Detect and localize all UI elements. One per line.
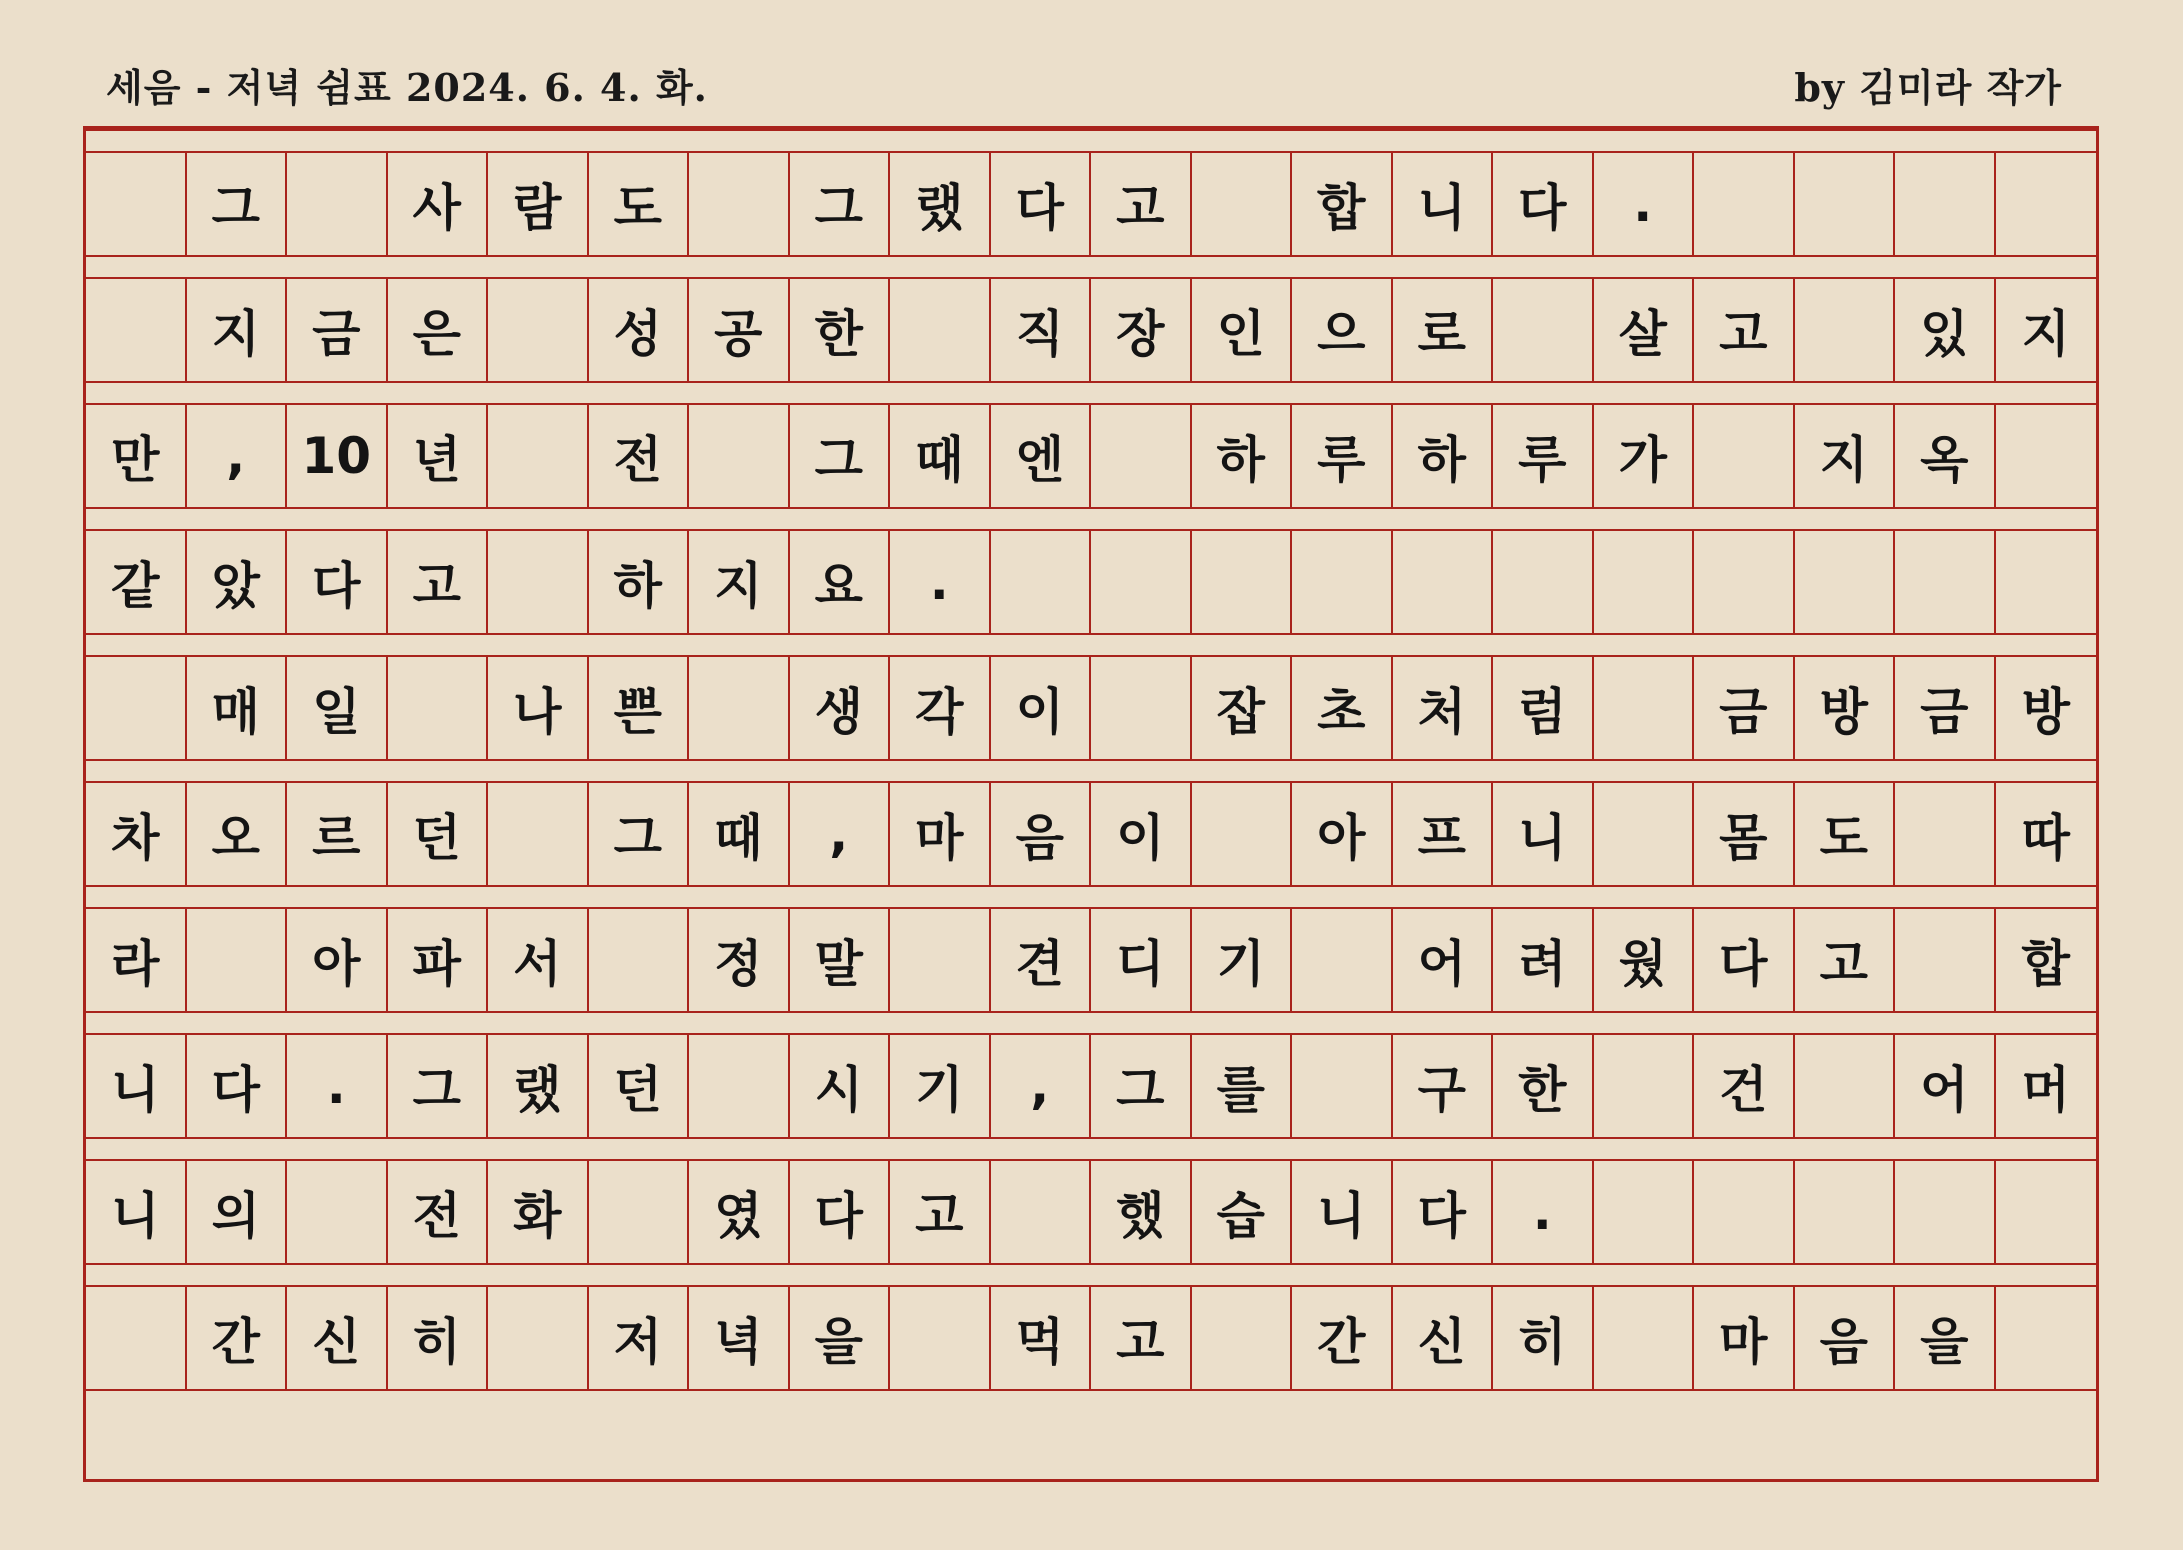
manuscript-cell — [86, 153, 187, 255]
manuscript-cell: 니 — [86, 1035, 187, 1137]
manuscript-cell: 구 — [1393, 1035, 1494, 1137]
manuscript-cell: 프 — [1393, 783, 1494, 885]
manuscript-cell: 인 — [1192, 279, 1293, 381]
manuscript-cell: 습 — [1192, 1161, 1293, 1263]
manuscript-cell: 히 — [388, 1287, 489, 1389]
manuscript-cell: 웠 — [1594, 909, 1695, 1011]
manuscript-cell — [991, 531, 1092, 633]
manuscript-cell — [1895, 909, 1996, 1011]
line-spacer — [86, 507, 2096, 531]
manuscript-cell — [1091, 405, 1192, 507]
manuscript-cell — [1694, 1161, 1795, 1263]
manuscript-row — [86, 279, 2096, 381]
manuscript-row — [86, 1161, 2096, 1263]
manuscript-cell: 니 — [1393, 153, 1494, 255]
manuscript-cell: 그 — [790, 405, 891, 507]
manuscript-cell — [1292, 909, 1393, 1011]
manuscript-cell: 생 — [790, 657, 891, 759]
manuscript-cell: 어 — [1895, 1035, 1996, 1137]
manuscript-cell: 방 — [1795, 657, 1896, 759]
manuscript-cell: 던 — [589, 1035, 690, 1137]
line-spacer — [86, 1263, 2096, 1287]
manuscript-cell: 옥 — [1895, 405, 1996, 507]
manuscript-cell — [1694, 531, 1795, 633]
manuscript-cell: 처 — [1393, 657, 1494, 759]
manuscript-cell: 전 — [589, 405, 690, 507]
manuscript-cell — [1996, 405, 2097, 507]
manuscript-cell — [1795, 279, 1896, 381]
manuscript-cell: 람 — [488, 153, 589, 255]
manuscript-cell: 때 — [689, 783, 790, 885]
manuscript-row — [86, 531, 2096, 633]
line-spacer — [86, 255, 2096, 279]
manuscript-cell: 한 — [790, 279, 891, 381]
manuscript-row — [86, 1287, 2096, 1389]
manuscript-cell — [1292, 1035, 1393, 1137]
manuscript-cell: 신 — [287, 1287, 388, 1389]
manuscript-cell: 그 — [1091, 1035, 1192, 1137]
manuscript-cell: 차 — [86, 783, 187, 885]
manuscript-cell: 견 — [991, 909, 1092, 1011]
manuscript-cell: 10 — [287, 405, 388, 507]
manuscript-cell — [488, 531, 589, 633]
manuscript-cell — [187, 909, 288, 1011]
manuscript-cell: 사 — [388, 153, 489, 255]
manuscript-cell: 합 — [2021, 935, 2070, 993]
manuscript-cell: 지 — [2021, 305, 2070, 363]
manuscript-cell — [1795, 153, 1896, 255]
manuscript-cell — [689, 405, 790, 507]
line-spacer — [86, 633, 2096, 657]
manuscript-cell: 음 — [991, 783, 1092, 885]
manuscript-cell — [1192, 1287, 1293, 1389]
manuscript-cell: 이 — [991, 657, 1092, 759]
manuscript-cell: 다 — [1393, 1161, 1494, 1263]
manuscript-cell — [287, 153, 388, 255]
manuscript-cell: 음 — [1795, 1287, 1896, 1389]
manuscript-cell — [1996, 153, 2097, 255]
manuscript-cell: 하 — [1393, 405, 1494, 507]
manuscript-cell — [1493, 279, 1594, 381]
manuscript-cell — [1594, 657, 1695, 759]
manuscript-cell: 일 — [287, 657, 388, 759]
manuscript-cell — [890, 1287, 991, 1389]
manuscript-cell: 몸 — [1694, 783, 1795, 885]
manuscript-cell: 시 — [790, 1035, 891, 1137]
manuscript-cell: 녁 — [689, 1287, 790, 1389]
manuscript-cell — [890, 909, 991, 1011]
manuscript-cell: , — [991, 1035, 1092, 1137]
manuscript-cell: 다 — [287, 531, 388, 633]
manuscript-cell: 간 — [187, 1287, 288, 1389]
manuscript-cell — [589, 909, 690, 1011]
manuscript-row — [86, 783, 2096, 885]
manuscript-row — [86, 1035, 2096, 1137]
manuscript-row — [86, 909, 2096, 1011]
manuscript-cell: 랬 — [890, 153, 991, 255]
manuscript-cell: 마 — [890, 783, 991, 885]
manuscript-cell: 고 — [388, 531, 489, 633]
manuscript-cell: 엔 — [991, 405, 1092, 507]
manuscript-cell: 로 — [1393, 279, 1494, 381]
manuscript-cell — [488, 783, 589, 885]
manuscript-cell: 기 — [890, 1035, 991, 1137]
manuscript-cell — [1091, 531, 1192, 633]
manuscript-cell — [689, 153, 790, 255]
line-spacer — [86, 381, 2096, 405]
manuscript-cell: 그 — [589, 783, 690, 885]
manuscript-cell — [1493, 531, 1594, 633]
manuscript-cell: 각 — [890, 657, 991, 759]
manuscript-cell: 다 — [1694, 909, 1795, 1011]
manuscript-cell: 그 — [790, 153, 891, 255]
manuscript-cell: 건 — [1694, 1035, 1795, 1137]
manuscript-cell: 서 — [488, 909, 589, 1011]
manuscript-cell: 머 — [2021, 1061, 2070, 1119]
manuscript-cell — [589, 1161, 690, 1263]
manuscript-cell — [1091, 657, 1192, 759]
manuscript-cell: 를 — [1192, 1035, 1293, 1137]
manuscript-cell — [1594, 1035, 1695, 1137]
manuscript-cell — [1594, 1161, 1695, 1263]
manuscript-cell: 니 — [1493, 783, 1594, 885]
manuscript-cell: 한 — [1493, 1035, 1594, 1137]
manuscript-cell: 고 — [890, 1161, 991, 1263]
manuscript-cell — [1594, 783, 1695, 885]
manuscript-cell: 잡 — [1192, 657, 1293, 759]
manuscript-sheet — [83, 126, 2099, 1482]
manuscript-cell: 따 — [2021, 809, 2070, 867]
manuscript-cell: , — [187, 405, 288, 507]
manuscript-cell: 먹 — [991, 1287, 1092, 1389]
manuscript-cell: 지 — [1795, 405, 1896, 507]
manuscript-cell: 히 — [1493, 1287, 1594, 1389]
manuscript-cell: 을 — [790, 1287, 891, 1389]
manuscript-cell — [1895, 783, 1996, 885]
manuscript-cell: 던 — [388, 783, 489, 885]
manuscript-cell — [1996, 1287, 2097, 1389]
manuscript-cell — [1192, 783, 1293, 885]
manuscript-cell: 합 — [1292, 153, 1393, 255]
manuscript-cell: 저 — [589, 1287, 690, 1389]
manuscript-cell — [689, 657, 790, 759]
manuscript-cell: 년 — [388, 405, 489, 507]
manuscript-cell: 지 — [187, 279, 288, 381]
manuscript-row — [86, 153, 2096, 255]
manuscript-cell — [1393, 531, 1494, 633]
manuscript-cell — [1795, 1161, 1896, 1263]
manuscript-cell: 나 — [488, 657, 589, 759]
manuscript-cell: 쁜 — [589, 657, 690, 759]
manuscript-cell — [86, 1287, 187, 1389]
manuscript-cell: 전 — [388, 1161, 489, 1263]
line-spacer — [86, 129, 2096, 153]
manuscript-cell: 이 — [1091, 783, 1192, 885]
manuscript-grid — [86, 129, 2096, 1479]
header-author: by 김미라 작가 — [1794, 65, 2062, 110]
manuscript-cell: 으 — [1292, 279, 1393, 381]
manuscript-cell — [488, 405, 589, 507]
manuscript-cell: 고 — [1795, 909, 1896, 1011]
manuscript-cell: 루 — [1493, 405, 1594, 507]
manuscript-row — [86, 405, 2096, 507]
manuscript-cell: 초 — [1292, 657, 1393, 759]
manuscript-cell — [1895, 531, 1996, 633]
manuscript-cell: 도 — [589, 153, 690, 255]
manuscript-cell: 지 — [689, 531, 790, 633]
manuscript-cell: 금 — [287, 279, 388, 381]
manuscript-cell — [86, 657, 187, 759]
line-spacer — [86, 885, 2096, 909]
manuscript-cell: 라 — [86, 909, 187, 1011]
manuscript-cell — [1895, 1161, 1996, 1263]
manuscript-cell: 럼 — [1493, 657, 1594, 759]
manuscript-cell: 그 — [388, 1035, 489, 1137]
manuscript-cell — [1594, 531, 1695, 633]
manuscript-cell: 였 — [689, 1161, 790, 1263]
manuscript-cell: 요 — [790, 531, 891, 633]
manuscript-cell: 방 — [2021, 683, 2070, 741]
manuscript-cell — [1192, 153, 1293, 255]
manuscript-cell — [287, 1161, 388, 1263]
manuscript-cell: 했 — [1091, 1161, 1192, 1263]
manuscript-cell — [689, 1035, 790, 1137]
manuscript-cell: 았 — [187, 531, 288, 633]
line-spacer — [86, 1137, 2096, 1161]
manuscript-cell: 있 — [1895, 279, 1996, 381]
manuscript-cell: 어 — [1393, 909, 1494, 1011]
manuscript-cell: 다 — [1493, 153, 1594, 255]
manuscript-cell — [1594, 1287, 1695, 1389]
line-spacer — [86, 1389, 2096, 1409]
manuscript-cell: 루 — [1292, 405, 1393, 507]
manuscript-cell: 르 — [287, 783, 388, 885]
manuscript-cell — [1795, 1035, 1896, 1137]
manuscript-cell: 간 — [1292, 1287, 1393, 1389]
manuscript-cell: . — [1493, 1161, 1594, 1263]
manuscript-cell: . — [1594, 153, 1695, 255]
manuscript-cell: 니 — [1292, 1161, 1393, 1263]
manuscript-cell: 공 — [689, 279, 790, 381]
manuscript-cell: 화 — [488, 1161, 589, 1263]
manuscript-cell: 말 — [790, 909, 891, 1011]
manuscript-cell: , — [790, 783, 891, 885]
manuscript-cell: 신 — [1393, 1287, 1494, 1389]
manuscript-cell: 그 — [187, 153, 288, 255]
manuscript-cell: 고 — [1694, 279, 1795, 381]
manuscript-cell: 오 — [187, 783, 288, 885]
manuscript-cell: 니 — [86, 1161, 187, 1263]
manuscript-cell — [890, 279, 991, 381]
manuscript-cell — [1996, 1161, 2097, 1263]
manuscript-cell: 다 — [187, 1035, 288, 1137]
line-spacer — [86, 759, 2096, 783]
manuscript-cell: 을 — [1895, 1287, 1996, 1389]
manuscript-cell: 만 — [86, 405, 187, 507]
manuscript-cell: 금 — [1694, 657, 1795, 759]
manuscript-cell: 같 — [86, 531, 187, 633]
manuscript-row — [86, 657, 2096, 759]
manuscript-cell — [488, 1287, 589, 1389]
manuscript-cell — [1694, 153, 1795, 255]
manuscript-cell — [1192, 531, 1293, 633]
manuscript-cell — [1795, 531, 1896, 633]
manuscript-cell: . — [890, 531, 991, 633]
manuscript-cell: 하 — [1192, 405, 1293, 507]
manuscript-cell: 아 — [1292, 783, 1393, 885]
manuscript-cell: 은 — [388, 279, 489, 381]
manuscript-cell: 정 — [689, 909, 790, 1011]
manuscript-cell: 장 — [1091, 279, 1192, 381]
manuscript-cell — [1895, 153, 1996, 255]
manuscript-cell: 마 — [1694, 1287, 1795, 1389]
manuscript-cell — [1996, 531, 2097, 633]
manuscript-cell: 직 — [991, 279, 1092, 381]
manuscript-cell: 도 — [1795, 783, 1896, 885]
manuscript-cell — [1292, 531, 1393, 633]
manuscript-cell: . — [287, 1035, 388, 1137]
manuscript-cell: 아 — [287, 909, 388, 1011]
manuscript-cell: 가 — [1594, 405, 1695, 507]
manuscript-cell — [1694, 405, 1795, 507]
manuscript-cell: 기 — [1192, 909, 1293, 1011]
line-spacer — [86, 1011, 2096, 1035]
manuscript-cell — [991, 1161, 1092, 1263]
manuscript-cell: 디 — [1091, 909, 1192, 1011]
manuscript-cell — [488, 279, 589, 381]
manuscript-cell: 매 — [187, 657, 288, 759]
header-title: 세음 - 저녁 쉼표 2024. 6. 4. 화. — [106, 65, 708, 110]
manuscript-cell: 파 — [388, 909, 489, 1011]
manuscript-cell: 다 — [991, 153, 1092, 255]
manuscript-cell: 려 — [1493, 909, 1594, 1011]
manuscript-cell — [86, 279, 187, 381]
manuscript-cell: 때 — [890, 405, 991, 507]
manuscript-cell — [388, 657, 489, 759]
manuscript-cell: 하 — [589, 531, 690, 633]
manuscript-cell: 금 — [1895, 657, 1996, 759]
manuscript-cell: 살 — [1594, 279, 1695, 381]
manuscript-cell: 고 — [1091, 153, 1192, 255]
manuscript-cell: 의 — [187, 1161, 288, 1263]
manuscript-cell: 랬 — [488, 1035, 589, 1137]
manuscript-cell: 다 — [790, 1161, 891, 1263]
manuscript-cell: 성 — [589, 279, 690, 381]
manuscript-cell: 고 — [1091, 1287, 1192, 1389]
